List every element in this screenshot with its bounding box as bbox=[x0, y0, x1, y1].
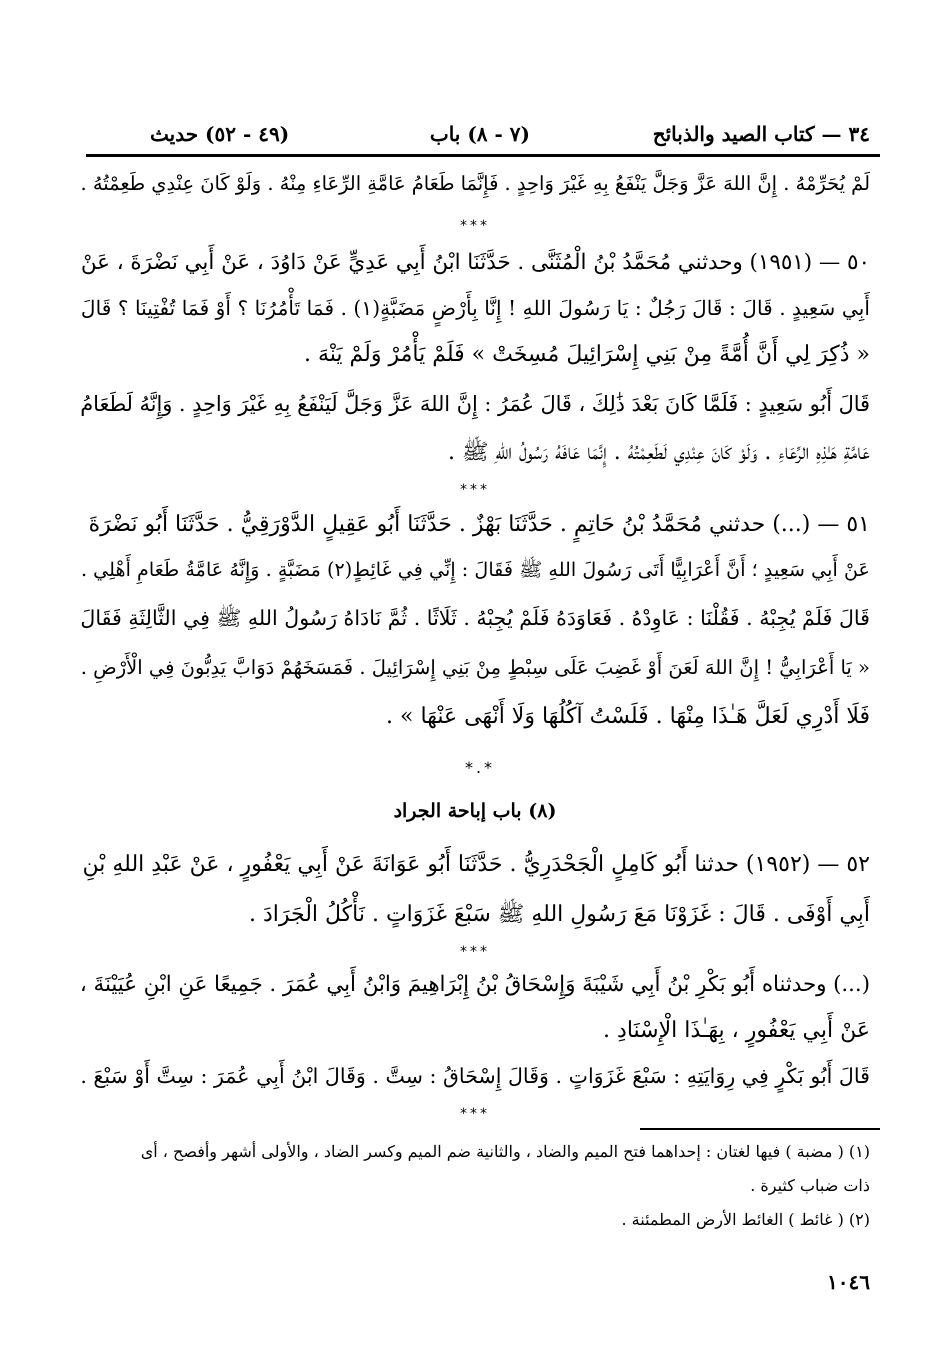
text-line: « ذُكِرَ لِي أَنَّ أُمَّةً مِنْ بَنِي إِسْرَائِيلَ مُسِخَتْ » فَلَمْ يَأْمُرْ وَلَمْ يَنْهَ . bbox=[303, 342, 870, 367]
text-line: لَمْ يُحَرِّمْهُ . إِنَّ اللهَ عَزَّ وَجَلَّ يَنْفَعُ بِهِ غَيْرَ وَاحِدٍ . فَإِنَّمَا طَعَامُ عَامَّةِ الرِّعَاءِ مِنْهُ . وَلَوْ كَانَ عِنْدِي طَعِمْتُهُ . bbox=[80, 172, 870, 195]
text-line: « يَا أَعْرَابِيُّ ! إِنَّ اللهَ لَعَنَ أَوْ غَضِبَ عَلَى سِبْطٍ مِنْ بَنِي إِسْرَائِيلَ . فَمَسَخَهُمْ دَوَابَّ يَدِبُّونَ فِي الْأَرْضِ . bbox=[80, 656, 870, 679]
text-line: (...) وحدثناه أَبُو بَكْرِ بْنُ أَبِي شَيْبَةَ وَإِسْحَاقُ بْنُ إِبْرَاهِيمَ وَابْنُ أَبِي عُمَرَ . جَمِيعًا عَنِ ابْنِ عُيَيْنَةَ ، bbox=[79, 972, 870, 997]
text-line: عَنْ أَبِي يَعْفُورٍ ، بِهَـٰذَا الْإِسْنَادِ . bbox=[603, 1018, 870, 1043]
header-book-title: ٣٤ — كتاب الصيد والذبائح bbox=[652, 122, 870, 146]
text-line: عَنْ أَبِي سَعِيدٍ ؛ أَنَّ أَعْرَابِيًّا أَتَى رَسُولَ اللهِ ﷺ فَقَالَ : إِنِّي فِي غَائِطٍ(٢) مَضَبَّةٍ . وَإِنَّهُ عَامَّةُ طَعَامِ أَهْلِي . bbox=[80, 558, 870, 581]
text-line: قَالَ فَلَمْ يُجِبْهُ . فَقُلْنَا : عَاوِدْهُ . فَعَاوَدَهُ فَلَمْ يُجِبْهُ . ثَلَاثًا . ثُمَّ نَادَاهُ رَسُولُ اللهِ ﷺ فِي الثَّالِثَةِ فَقَالَ bbox=[80, 606, 870, 630]
text-line: أَبِي سَعِيدٍ . قَالَ : قَالَ رَجُلٌ : يَا رَسُولَ اللهِ ! إِنَّا بِأَرْضٍ مَضَبَّةٍ(١) . فَمَا تَأْمُرُنَا ؟ أَوْ فَمَا تُفْتِينَا ؟ قَالَ bbox=[80, 296, 870, 320]
footnote-1: (١) ( مضبة ) فيها لغتان : إحداهما فتح الميم والضاد ، والثانية ضم الميم وكسر الضاد ، والأولى أشهر وأفصح ، أى bbox=[140, 1142, 870, 1161]
text-line: قَالَ أَبُو بَكْرٍ فِي رِوَايَتِهِ : سَبْعَ غَزَوَاتٍ . وَقَالَ إِسْحَاقُ : سِتَّ . وَقَالَ ابْنُ أَبِي عُمَرَ : سِتَّ أَوْ سَبْعَ . bbox=[80, 1064, 870, 1088]
text-line: فَلَا أَدْرِي لَعَلَّ هَـٰذَا مِنْهَا . فَلَسْتُ آكُلُهَا وَلَا أَنْهَى عَنْهَا » . bbox=[386, 704, 870, 729]
footnote-1-continued: ذات ضباب كثيرة . bbox=[750, 1176, 870, 1195]
separator-stars: *** bbox=[460, 1106, 490, 1122]
separator-stars: *** bbox=[460, 218, 490, 234]
section-mark: *.* bbox=[464, 758, 496, 777]
text-line: قَالَ أَبُو سَعِيدٍ : فَلَمَّا كَانَ بَعْدَ ذَٰلِكَ ، قَالَ عُمَرُ : إِنَّ اللهَ عَزَّ وَجَلَّ لَيَنْفَعُ بِهِ غَيْرَ وَاحِدٍ . وَإِنَّهُ لَطَعَامُ bbox=[80, 392, 870, 416]
text-line: عَامَّةِ هَـٰذِهِ الرِّعَاءِ . وَلَوْ كَانَ عِنْدِي لَطَعِمْتُهُ . إِنَّمَا عَافَهُ رَسُولُ اللهِ ﷺ . bbox=[447, 440, 870, 465]
text-line: ٥٠ — (١٩٥١) وحدثني مُحَمَّدُ بْنُ الْمُثَنَّى . حَدَّثَنَا ابْنُ أَبِي عَدِيٍّ عَنْ دَاوُدَ ، عَنْ أَبِي نَضْرَةَ ، عَنْ bbox=[80, 250, 870, 275]
header-chapter-range: (٧ - ٨) باب bbox=[429, 122, 530, 146]
text-line: ٥١ — (...) حدثني مُحَمَّدُ بْنُ حَاتِمٍ . حَدَّثَنَا بَهْزٌ . حَدَّثَنَا أَبُو عَقِيلٍ الدَّوْرَقِيُّ . حَدَّثَنَا أَبُو نَضْرَةَ bbox=[88, 512, 870, 537]
page-number: ١٠٤٦ bbox=[827, 1270, 870, 1294]
text-line: ٥٢ — (١٩٥٢) حدثنا أَبُو كَامِلٍ الْجَحْدَرِيُّ . حَدَّثَنَا أَبُو عَوَانَةَ عَنْ أَبِي يَعْفُورٍ ، عَنْ عَبْدِ اللهِ بْنِ bbox=[82, 852, 870, 877]
header-rule bbox=[86, 154, 880, 157]
separator-stars: *** bbox=[460, 482, 490, 498]
header-hadith-range: (٤٩ - ٥٢) حديث bbox=[150, 122, 290, 146]
separator-stars: *** bbox=[460, 944, 490, 960]
footnote-2: (٢) ( غائط ) الغائط الأرض المطمئنة . bbox=[621, 1210, 870, 1229]
text-line: أَبِي أَوْفَى . قَالَ : غَزَوْنَا مَعَ رَسُولِ اللهِ ﷺ سَبْعَ غَزَوَاتٍ . نَأْكُلُ الْجَرَادَ . bbox=[248, 902, 870, 927]
footnote-rule bbox=[640, 1128, 880, 1130]
section-title: (٨) باب إباحة الجراد bbox=[393, 800, 557, 822]
